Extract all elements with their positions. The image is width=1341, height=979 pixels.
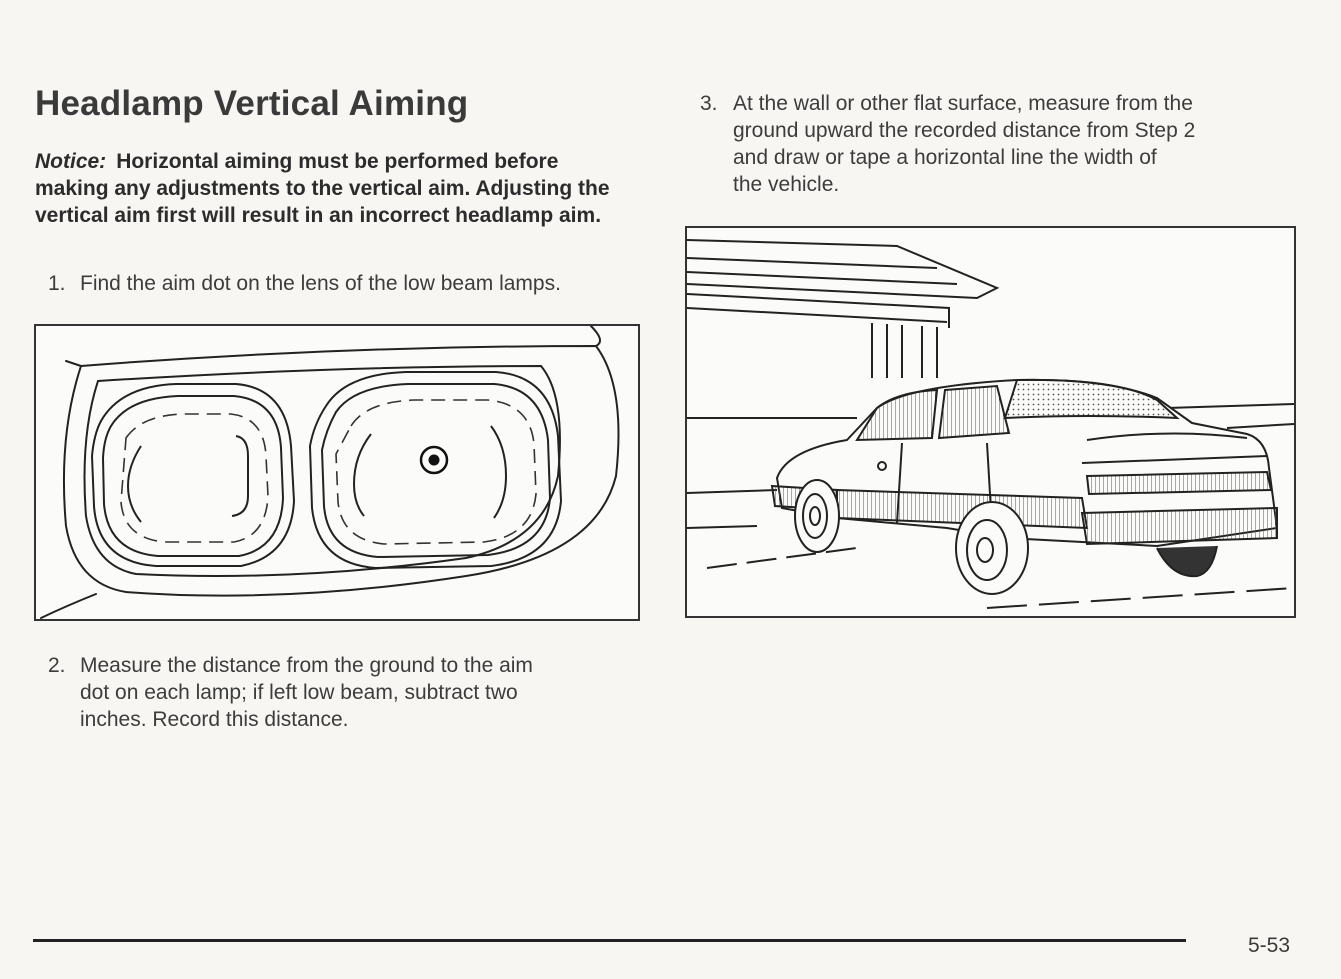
notice-paragraph — [35, 148, 635, 229]
step-text: At the wall or other flat surface, measure from the ground upward the recorded distance from Step 2 and draw or tape a horizontal line the width of the vehicle. — [733, 92, 1196, 196]
car-drawing — [687, 228, 1294, 616]
step-text: Measure the distance from the ground to the aim dot on each lamp; if left low beam, subtract two inches. Record this distance. — [80, 654, 533, 731]
step-3 — [700, 90, 1300, 198]
page-number: 5-53 — [1248, 934, 1291, 957]
notice-text: Horizontal aiming must be performed before making any adjustments to the vertical aim. Adjusting the vertical aim first will result in an incorrect headlamp aim. — [35, 150, 610, 227]
notice-label: Notice: — [35, 150, 107, 173]
step-text: Find the aim dot on the lens of the low beam lamps. — [80, 272, 561, 295]
step-2 — [48, 652, 628, 733]
headlamp-drawing — [36, 326, 638, 619]
page-title: Headlamp Vertical Aiming — [35, 84, 469, 123]
step-number: 1. — [48, 272, 66, 295]
headlamp-aim-dot-illustration — [34, 324, 640, 621]
step-number: 2. — [48, 654, 66, 677]
footer-rule — [33, 939, 1186, 942]
step-number: 3. — [700, 92, 718, 115]
vehicle-at-wall-illustration — [685, 226, 1296, 618]
step-1 — [48, 270, 638, 297]
